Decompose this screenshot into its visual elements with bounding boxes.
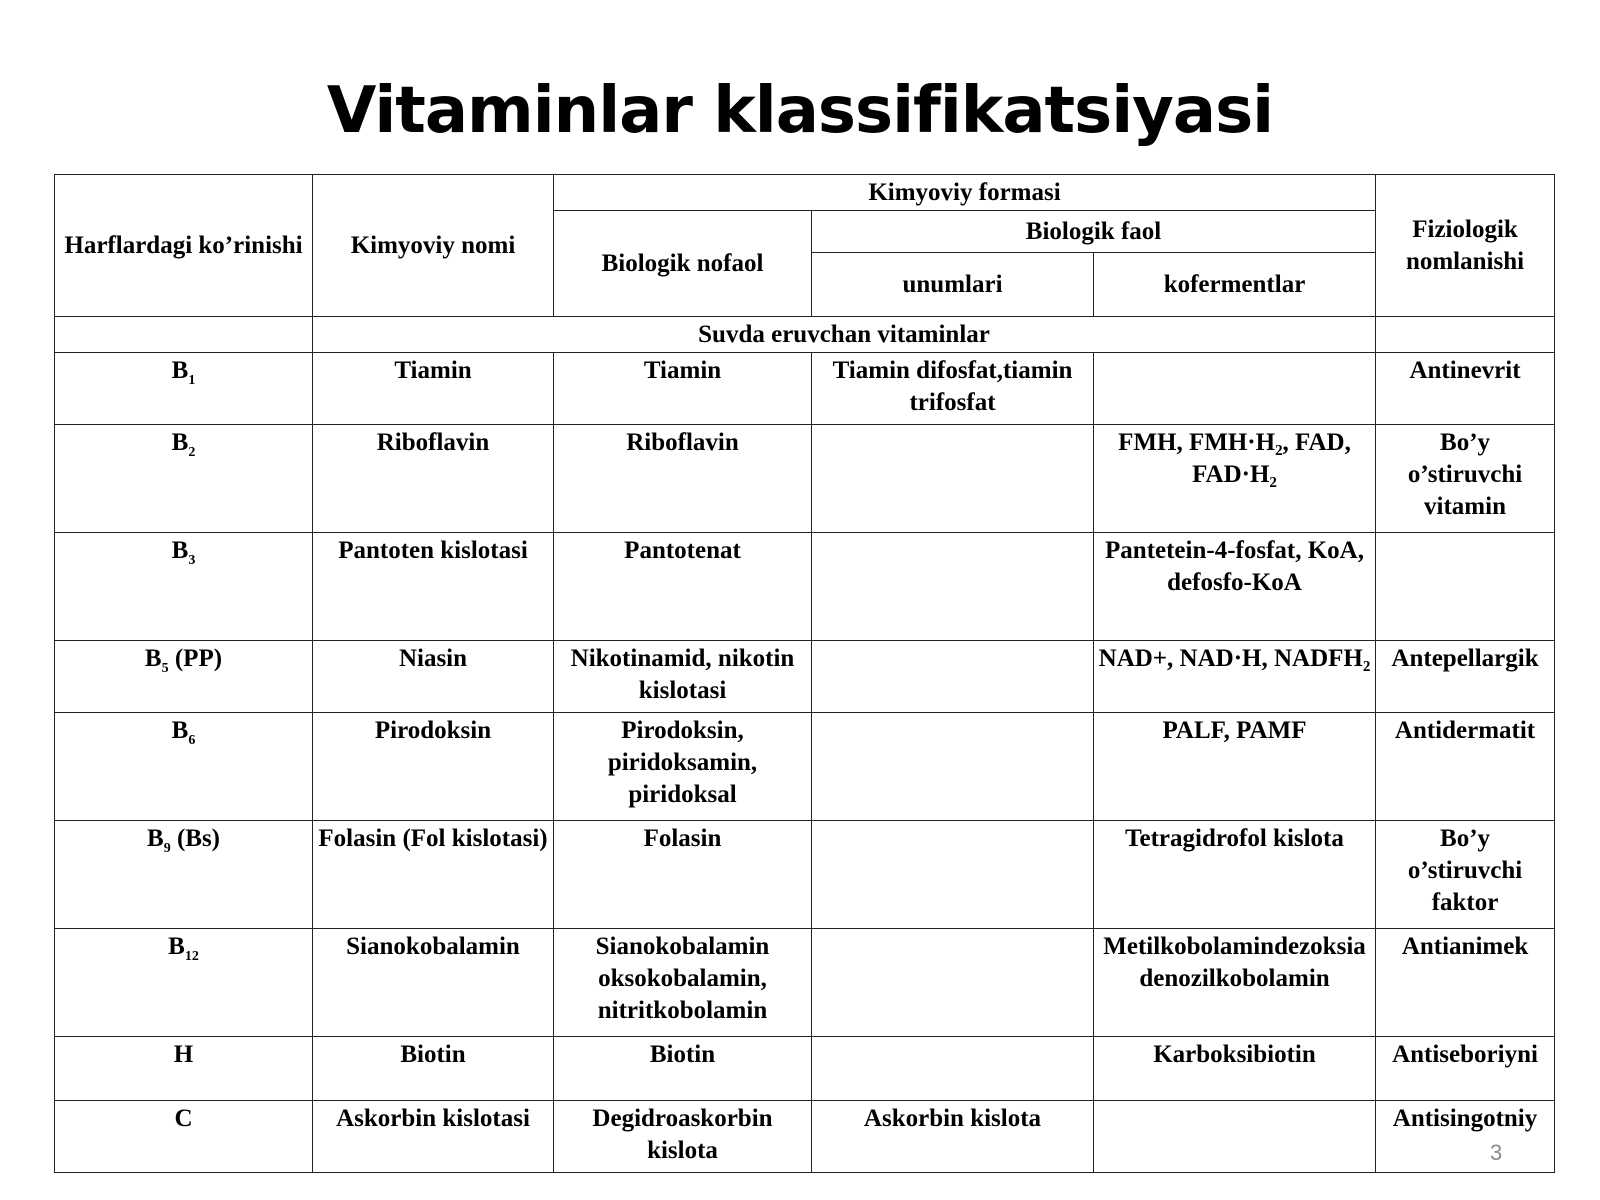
header-chemical-name: Kimyoviy nomi bbox=[313, 175, 554, 317]
physiological-name-cell: Bo’y o’stiruvchi vitamin bbox=[1376, 425, 1555, 533]
header-biologically-inactive: Biologik nofaol bbox=[554, 211, 812, 317]
coenzymes-cell: PALF, PAMF bbox=[1094, 713, 1376, 821]
derivatives-cell bbox=[812, 641, 1094, 713]
physiological-name-cell: Antiseboriyni bbox=[1376, 1037, 1555, 1101]
page-title: Vitaminlar klassifikatsiyasi bbox=[326, 74, 1274, 148]
vitamin-letter-cell bbox=[55, 425, 313, 533]
section-blank-cell bbox=[55, 317, 313, 353]
coenzymes-cell: FMH, FMH·H₂, FAD, FAD·H₂ bbox=[1094, 425, 1376, 533]
section-title: Suvda eruvchan vitaminlar bbox=[313, 317, 1376, 353]
header-row bbox=[55, 175, 1555, 211]
table-body bbox=[55, 175, 1555, 1173]
derivatives-cell bbox=[812, 533, 1094, 641]
table-row bbox=[55, 425, 1555, 533]
inactive-form-cell: Degidroaskorbin kislota bbox=[554, 1101, 812, 1173]
inactive-form-cell: Pirodoksin, piridoksamin, piridoksal bbox=[554, 713, 812, 821]
chemical-name-cell: Tiamin bbox=[313, 353, 554, 425]
coenzymes-cell bbox=[1094, 353, 1376, 425]
vitamin-letter-suffix: (Bs) bbox=[170, 825, 220, 852]
header-coenzymes: kofermentlar bbox=[1094, 253, 1376, 317]
vitamin-letter-subscript: 12 bbox=[184, 949, 199, 964]
physiological-name-cell: Antianimek bbox=[1376, 929, 1555, 1037]
chemical-name-cell: Pirodoksin bbox=[313, 713, 554, 821]
derivatives-cell: Tiamin difosfat,tiamin trifosfat bbox=[812, 353, 1094, 425]
chemical-name-cell: Riboflavin bbox=[313, 425, 554, 533]
vitamin-letter-cell bbox=[55, 1101, 313, 1173]
header-physiological-name: Fiziologik nomlanishi bbox=[1376, 175, 1555, 317]
vitamin-letter: B bbox=[144, 645, 162, 672]
derivatives-cell bbox=[812, 929, 1094, 1037]
header-derivatives: unumlari bbox=[812, 253, 1094, 317]
coenzymes-cell: Tetragidrofol kislota bbox=[1094, 821, 1376, 929]
table-row bbox=[55, 713, 1555, 821]
chemical-name-cell: Biotin bbox=[313, 1037, 554, 1101]
vitamin-letter: B bbox=[168, 933, 185, 960]
vitamin-letter: H bbox=[173, 1041, 194, 1068]
inactive-form-cell: Riboflavin bbox=[554, 425, 812, 533]
physiological-name-cell bbox=[1376, 533, 1555, 641]
inactive-form-cell: Folasin bbox=[554, 821, 812, 929]
physiological-name-cell: Antepellargik bbox=[1376, 641, 1555, 713]
inactive-form-cell: Sianokobalamin oksokobalamin, nitritkobolamin bbox=[554, 929, 812, 1037]
derivatives-cell: Askorbin kislota bbox=[812, 1101, 1094, 1173]
table-row bbox=[55, 641, 1555, 713]
vitamin-letter-subscript: 6 bbox=[188, 733, 196, 748]
vitamin-letter-cell bbox=[55, 713, 313, 821]
coenzymes-cell: Karboksibiotin bbox=[1094, 1037, 1376, 1101]
physiological-name-cell: Antinevrit bbox=[1376, 353, 1555, 425]
table-row bbox=[55, 929, 1555, 1037]
inactive-form-cell: Pantotenat bbox=[554, 533, 812, 641]
chemical-name-cell: Pantoten kislotasi bbox=[313, 533, 554, 641]
vitamin-letter-cell bbox=[55, 353, 313, 425]
table-row bbox=[55, 353, 1555, 425]
derivatives-cell bbox=[812, 821, 1094, 929]
coenzymes-cell: NAD+, NAD·H, NADFH₂ bbox=[1094, 641, 1376, 713]
vitamin-letter: B bbox=[171, 357, 189, 384]
physiological-name-cell: Antisingotniy bbox=[1376, 1101, 1555, 1173]
physiological-name-cell: Bo’y o’stiruvchi faktor bbox=[1376, 821, 1555, 929]
inactive-form-cell: Nikotinamid, nikotin kislotasi bbox=[554, 641, 812, 713]
section-blank-cell bbox=[1376, 317, 1555, 353]
vitamin-letter-subscript: 1 bbox=[188, 373, 196, 388]
table-row bbox=[55, 1101, 1555, 1173]
vitamin-letter: B bbox=[171, 537, 189, 564]
physiological-name-cell: Antidermatit bbox=[1376, 713, 1555, 821]
vitamin-letter-suffix: (PP) bbox=[168, 645, 223, 672]
coenzymes-cell bbox=[1094, 1101, 1376, 1173]
chemical-name-cell: Askorbin kislotasi bbox=[313, 1101, 554, 1173]
vitamin-letter: B bbox=[147, 825, 164, 852]
header-letter: Harflardagi ko’rinishi bbox=[55, 175, 313, 317]
derivatives-cell bbox=[812, 425, 1094, 533]
chemical-name-cell: Folasin (Fol kislotasi) bbox=[313, 821, 554, 929]
vitamin-letter-cell bbox=[55, 533, 313, 641]
vitamin-letter-subscript: 2 bbox=[188, 445, 196, 460]
derivatives-cell bbox=[812, 1037, 1094, 1101]
inactive-form-cell: Tiamin bbox=[554, 353, 812, 425]
coenzymes-cell: Pantetein-4-fosfat, KoA, defosfo-KoA bbox=[1094, 533, 1376, 641]
vitamin-letter-cell bbox=[55, 929, 313, 1037]
table-row bbox=[55, 533, 1555, 641]
vitamin-letter-subscript: 3 bbox=[188, 553, 196, 568]
vitamin-letter: C bbox=[174, 1105, 193, 1132]
vitamin-letter-subscript: 9 bbox=[163, 841, 171, 856]
chemical-name-cell: Sianokobalamin bbox=[313, 929, 554, 1037]
vitamin-letter-subscript: 5 bbox=[161, 661, 169, 676]
table-row bbox=[55, 1037, 1555, 1101]
vitamin-letter: B bbox=[171, 717, 189, 744]
section-row bbox=[55, 317, 1555, 353]
header-biologically-active: Biologik faol bbox=[812, 211, 1376, 253]
vitamin-letter-cell bbox=[55, 641, 313, 713]
table-row bbox=[55, 821, 1555, 929]
vitamin-table bbox=[54, 174, 1555, 1173]
vitamin-letter-cell bbox=[55, 821, 313, 929]
vitamin-letter-cell bbox=[55, 1037, 313, 1101]
header-chemical-form: Kimyoviy formasi bbox=[554, 175, 1376, 211]
inactive-form-cell: Biotin bbox=[554, 1037, 812, 1101]
coenzymes-cell: Metilkobolamindezoksiadenozilkobolamin bbox=[1094, 929, 1376, 1037]
chemical-name-cell: Niasin bbox=[313, 641, 554, 713]
page-number: 3 bbox=[1490, 1140, 1503, 1165]
derivatives-cell bbox=[812, 713, 1094, 821]
vitamin-letter: B bbox=[171, 429, 189, 456]
